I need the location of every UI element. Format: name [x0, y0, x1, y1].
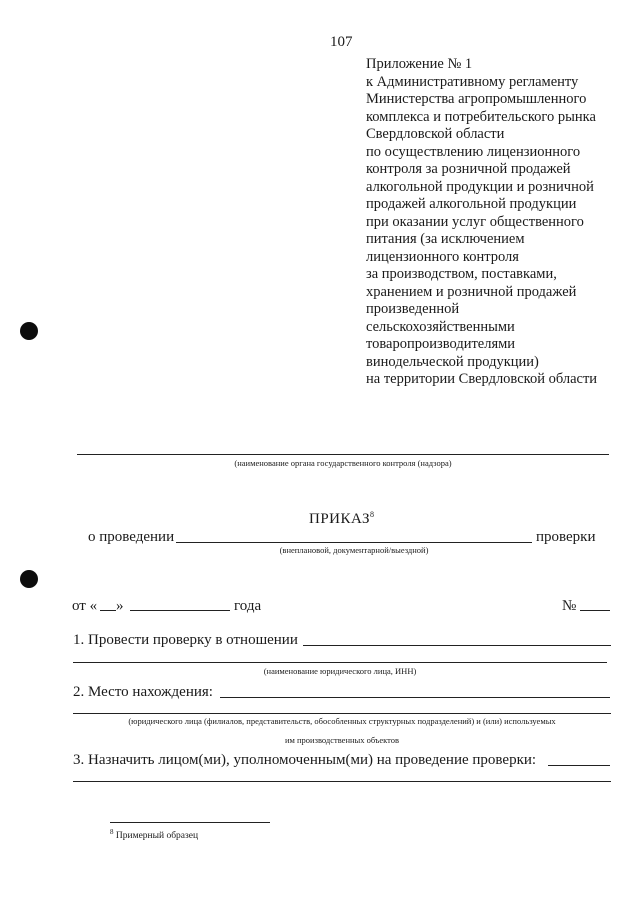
date-month-line: [130, 610, 230, 611]
appendix-line: по осуществлению лицензионного: [366, 143, 581, 160]
date-prefix: от «: [72, 598, 98, 614]
item-2-line-2: [73, 713, 611, 714]
appendix-line: Приложение № 1: [366, 56, 473, 72]
appendix-line: за производством, поставками,: [366, 266, 557, 282]
footnote-mark: 8: [370, 510, 375, 519]
item-1-line: [303, 645, 611, 646]
appendix-line: на территории Свердловской области: [366, 371, 598, 387]
footnote-number: 8: [110, 828, 114, 836]
appendix-line: к Административному регламенту: [366, 73, 579, 90]
check-type-caption: (внеплановой, документарной/выездной): [279, 545, 429, 555]
date-day-line: [100, 610, 116, 611]
appendix-line: винодельческой продукции): [366, 353, 539, 370]
appendix-line: хранением и розничной продажей: [366, 283, 577, 300]
appendix-line: сельскохозяйственными: [366, 318, 515, 335]
order-title-text: ПРИКАЗ: [309, 511, 370, 527]
appendix-line: произведенной: [366, 301, 460, 317]
date-suffix: года: [234, 598, 262, 614]
authority-caption: (наименование органа государственного контроля (надзора): [234, 458, 452, 468]
item-3-label: 3. Назначить лицом(ми), уполномоченным(ми) на проведение проверки:: [73, 752, 537, 768]
item-2-caption-1: (юридического лица (филиалов, представительств, обособленных структурных подразделений) и (или) используемых: [128, 716, 556, 726]
appendix-block: [366, 56, 597, 389]
date-mid: »: [116, 598, 124, 614]
appendix-line: продажей алкогольной продукции: [366, 196, 577, 212]
item-1-caption: (наименование юридического лица, ИНН): [263, 666, 417, 676]
item-1-line-2: [73, 662, 607, 663]
punch-hole: [20, 570, 38, 588]
order-about-suffix: проверки: [536, 529, 596, 545]
check-type-line: [176, 542, 532, 543]
item-3-line-2: [73, 781, 611, 782]
punch-hole: [20, 322, 38, 340]
authority-name-line: [77, 454, 609, 455]
appendix-line: при оказании услуг общественного: [366, 213, 584, 230]
item-2-line: [220, 697, 610, 698]
appendix-line: контроля за розничной продажей: [366, 161, 571, 177]
appendix-line: алкогольной продукции и розничной: [366, 178, 594, 195]
appendix-line: лицензионного контроля: [366, 248, 519, 265]
appendix-line: Свердловской области: [366, 126, 505, 142]
footnote: [110, 828, 198, 841]
number-line: [580, 610, 610, 611]
page-number: 107: [330, 34, 353, 50]
order-title: [309, 510, 375, 528]
item-1-label: 1. Провести проверку в отношении: [73, 632, 298, 648]
appendix-line: товаропроизводителями: [366, 336, 516, 352]
appendix-line: Министерства агропромышленного: [366, 91, 587, 107]
item-2-label: 2. Место нахождения:: [73, 684, 213, 700]
order-about-prefix: о проведении: [88, 529, 175, 545]
number-label: №: [562, 598, 577, 614]
footnote-separator: [110, 822, 270, 823]
appendix-line: питания (за исключением: [366, 231, 525, 247]
footnote-text: Примерный образец: [115, 831, 199, 842]
appendix-line: комплекса и потребительского рынка: [366, 108, 596, 125]
item-3-line: [548, 765, 610, 766]
item-2-caption-2: им производственных объектов: [284, 735, 400, 745]
